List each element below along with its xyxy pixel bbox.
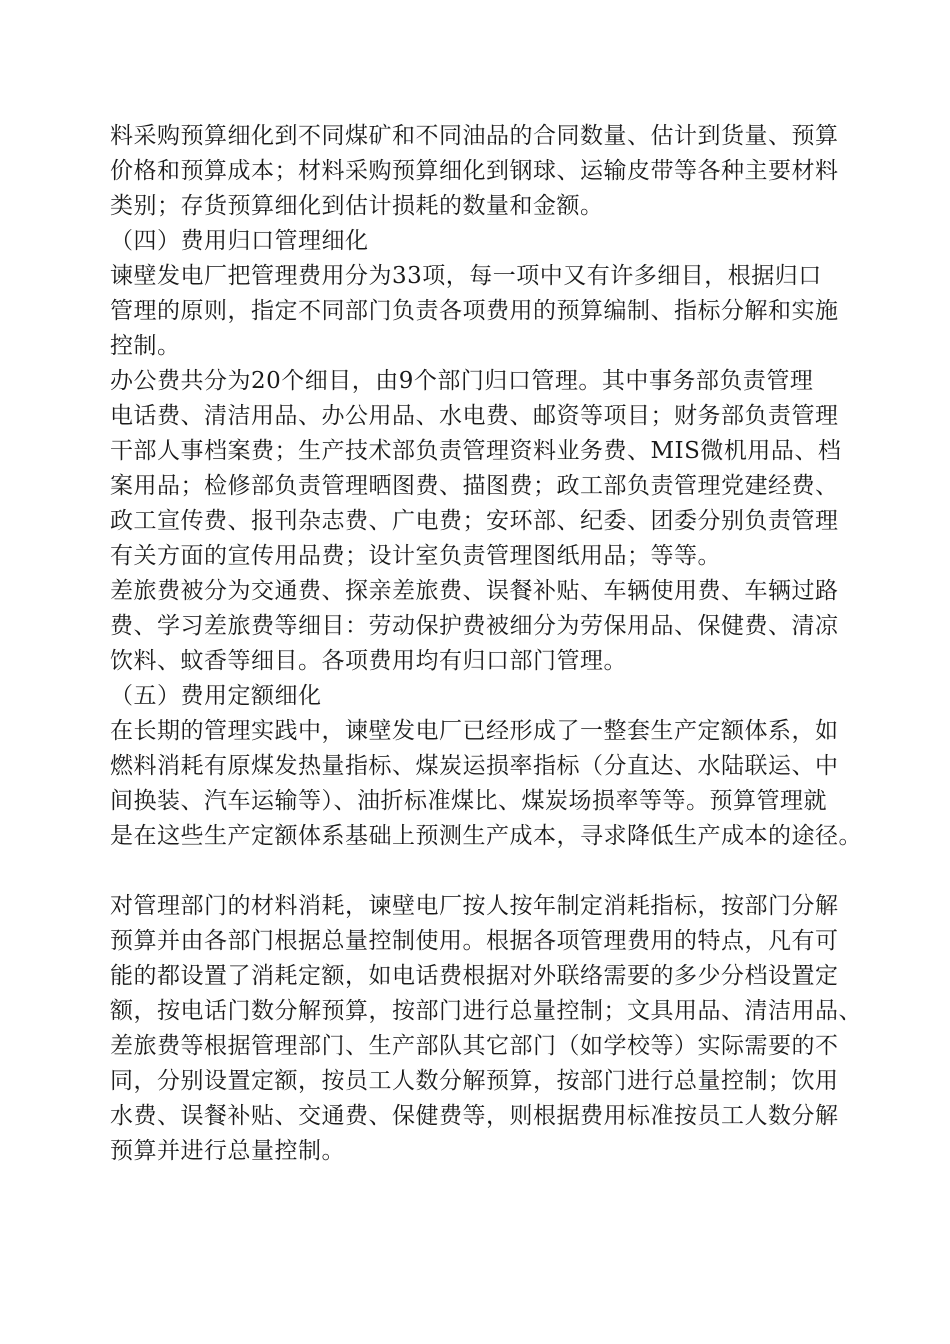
text-line: 控制。 xyxy=(110,333,181,359)
text-line: 燃料消耗有原煤发热量指标、煤炭运损率指标（分直达、水陆联运、中 xyxy=(110,753,839,779)
text-line: 谏壁发电厂把管理费用分为33项，每一项中又有许多细目，根据归口 xyxy=(110,263,822,289)
text-line: 管理的原则，指定不同部门负责各项费用的预算编制、指标分解和实施 xyxy=(110,298,839,324)
text-line: 费、学习差旅费等细目：劳动保护费被细分为劳保用品、保健费、清凉 xyxy=(110,613,839,639)
text-line: 政工宣传费、报刊杂志费、广电费；安环部、纪委、团委分别负责管理 xyxy=(110,508,839,534)
text-line: 在长期的管理实践中，谏壁发电厂已经形成了一整套生产定额体系，如 xyxy=(110,718,839,744)
text-line: 水费、误餐补贴、交通费、保健费等，则根据费用标准按员工人数分解 xyxy=(110,1103,839,1129)
text-line: 同，分别设置定额，按员工人数分解预算，按部门进行总量控制；饮用 xyxy=(110,1068,839,1094)
text-line: 电话费、清洁用品、办公用品、水电费、邮资等项目；财务部负责管理 xyxy=(110,403,839,429)
text-line: 对管理部门的材料消耗，谏壁电厂按人按年制定消耗指标，按部门分解 xyxy=(110,893,839,919)
text-line: 类别；存货预算细化到估计损耗的数量和金额。 xyxy=(110,193,604,219)
text-line: 饮料、蚊香等细目。各项费用均有归口部门管理。 xyxy=(110,648,627,674)
text-line: 能的都设置了消耗定额，如电话费根据对外联络需要的多少分档设置定 xyxy=(110,963,839,989)
text-line: 预算并由各部门根据总量控制使用。根据各项管理费用的特点，凡有可 xyxy=(110,928,839,954)
text-line: 差旅费等根据管理部门、生产部队其它部门（如学校等）实际需要的不 xyxy=(110,1033,839,1059)
text-line: 是在这些生产定额体系基础上预测生产成本，寻求降低生产成本的途径。 xyxy=(110,823,862,849)
text-line: 办公费共分为20个细目，由9个部门归口管理。其中事务部负责管理 xyxy=(110,368,814,394)
section-heading: （五）费用定额细化 xyxy=(110,683,322,709)
text-line: 间换装、汽车运输等）、油折标准煤比、煤炭场损率等等。预算管理就 xyxy=(110,788,827,814)
text-line: 差旅费被分为交通费、探亲差旅费、误餐补贴、车辆使用费、车辆过路 xyxy=(110,578,839,604)
text-line: 额，按电话门数分解预算，按部门进行总量控制；文具用品、清洁用品、 xyxy=(110,998,862,1024)
text-line: 料采购预算细化到不同煤矿和不同油品的合同数量、估计到货量、预算 xyxy=(110,123,839,149)
text-line: 干部人事档案费；生产技术部负责管理资料业务费、MIS微机用品、档 xyxy=(110,438,842,464)
section-heading: （四）费用归口管理细化 xyxy=(110,228,369,254)
text-line: 预算并进行总量控制。 xyxy=(110,1138,345,1164)
text-line: 案用品；检修部负责管理晒图费、描图费；政工部负责管理党建经费、 xyxy=(110,473,839,499)
text-line: 有关方面的宣传用品费；设计室负责管理图纸用品；等等。 xyxy=(110,543,721,569)
text-line: 价格和预算成本；材料采购预算细化到钢球、运输皮带等各种主要材料 xyxy=(110,158,839,184)
